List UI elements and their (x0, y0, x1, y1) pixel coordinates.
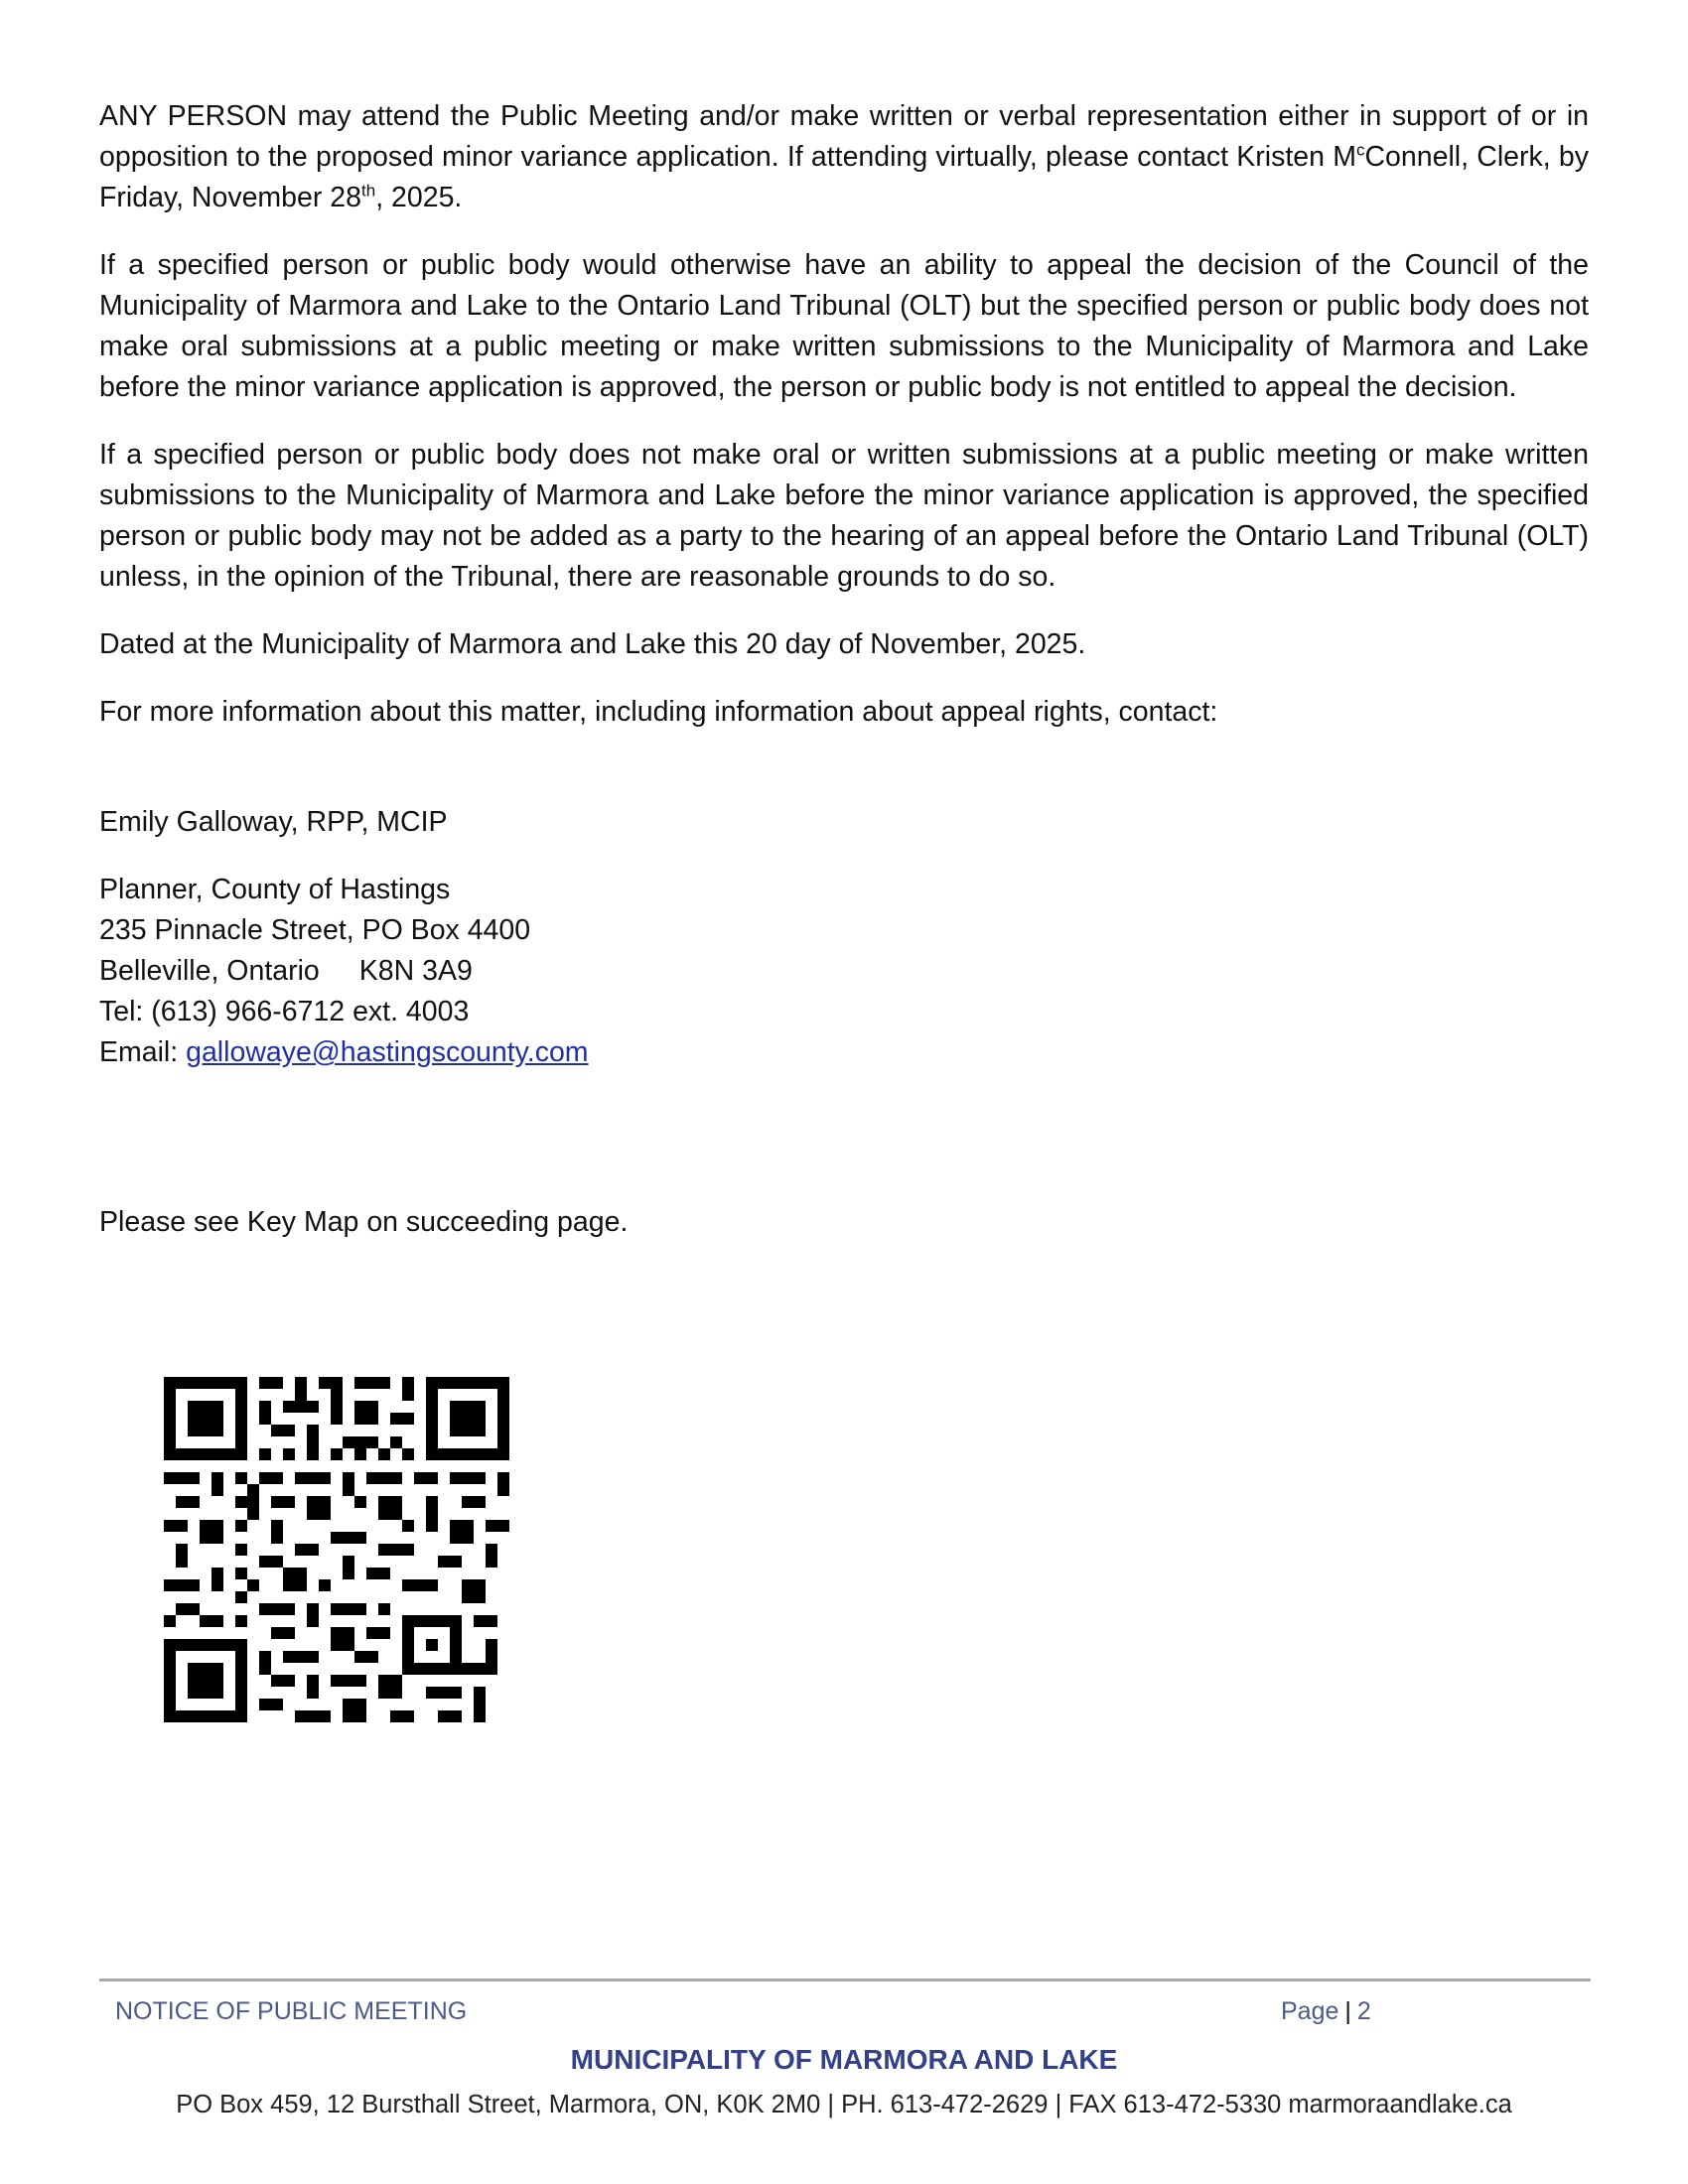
paragraph-attendance (99, 96, 1589, 218)
paragraph-more-info: For more information about this matter, including information about appeal rights, contact: (99, 696, 1218, 728)
paragraph-text: Connell, Clerk, by Friday, November 28 (99, 141, 1589, 213)
page-num: 2 (1356, 1997, 1371, 2025)
contact-name: Emily Galloway, RPP, MCIP (99, 806, 448, 838)
footer-divider (99, 1979, 1591, 1981)
paragraph-appeal-entitlement: If a specified person or public body would otherwise have an ability to appeal the decision of the Council of the Municipality of Marmora and Lake to the Ontario Land Tribunal (OLT) but the specified person or public body does not make oral submissions at a public meeting or make written submissions to the Municipality of Marmora and Lake before the minor variance application is approved, the person or public body is not entitled to appeal the decision. (99, 249, 1589, 403)
page-label: Page (1281, 1997, 1339, 2025)
paragraph-text: , 2025. (375, 182, 463, 213)
footer-notice-label: NOTICE OF PUBLIC MEETING (115, 1997, 468, 2025)
paragraph-text: ANY PERSON may attend the Public Meeting and/or make written or verbal representation either in support of or in opposition to the proposed minor variance application. If attending virtually, please contact Kristen M (99, 100, 1589, 173)
email-link[interactable]: gallowaye@hastingscounty.com (186, 1036, 589, 1068)
contact-email-line (99, 1032, 1589, 1073)
notice-body (99, 96, 1589, 1243)
superscript-th: th (361, 181, 376, 201)
contact-title: Planner, County of Hastings (99, 874, 451, 905)
page-separator: | (1344, 1997, 1351, 2025)
contact-street: 235 Pinnacle Street, PO Box 4400 (99, 914, 531, 946)
contact-postal: K8N 3A9 (358, 955, 473, 987)
paragraph-party-addition: If a specified person or public body does not make oral or written submissions at a public meeting or make written submissions to the Municipality of Marmora and Lake before the minor variance application is approved, the specified person or public body may not be added as a party to the hearing of an appeal before the Ontario Land Tribunal (OLT) unless, in the opinion of the Tribunal, there are reasonable grounds to do so. (99, 439, 1589, 593)
keymap-note: Please see Key Map on succeeding page. (99, 1206, 629, 1238)
contact-city-line (99, 951, 1589, 992)
paragraph-dated: Dated at the Municipality of Marmora and Lake this 20 day of November, 2025. (99, 628, 1086, 660)
contact-city: Belleville, Ontario (99, 955, 320, 987)
contact-tel: Tel: (613) 966-6712 ext. 4003 (99, 996, 470, 1027)
footer-page-number (1281, 1997, 1371, 2026)
email-label: Email: (99, 1036, 187, 1068)
contact-details (99, 870, 1589, 1073)
footer-organization: MUNICIPALITY OF MARMORA AND LAKE (570, 2044, 1118, 2075)
superscript-c: c (1355, 140, 1365, 160)
footer-address: PO Box 459, 12 Bursthall Street, Marmora, ON, K0K 2M0 | PH. 613-472-2629 | FAX 613-472-5330 marmoraandlake.ca (176, 2091, 1512, 2118)
qr-code (164, 1377, 509, 1722)
